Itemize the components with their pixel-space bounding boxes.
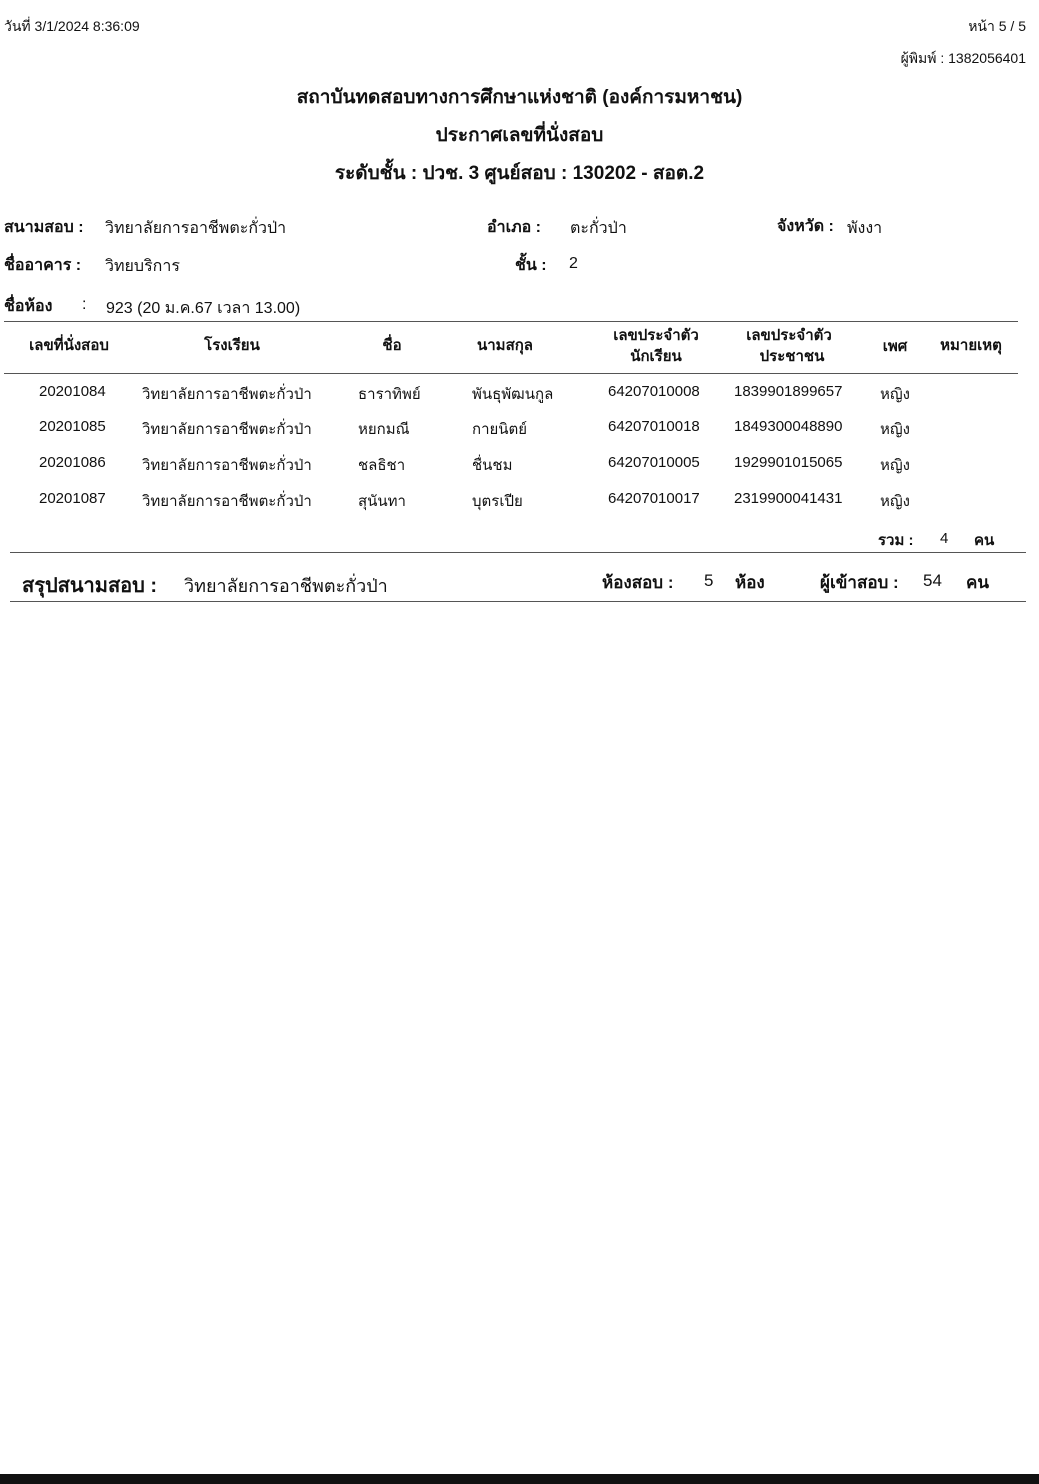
cell-surname: ชื่นชม [472, 457, 513, 474]
examinees-unit: คน [966, 573, 989, 592]
page-number: หน้า 5 / 5 [968, 18, 1026, 34]
venue-label: สนามสอบ : [4, 219, 84, 236]
cell-gender: หญิง [880, 386, 910, 403]
cell-student-id: 64207010008 [608, 383, 700, 400]
venue-value: วิทยาลัยการอาชีพตะกั่วป่า [105, 220, 287, 237]
cell-name: ธาราทิพย์ [358, 386, 421, 403]
cell-gender: หญิง [880, 421, 910, 438]
cell-student-id: 64207010017 [608, 490, 700, 507]
cell-school: วิทยาลัยการอาชีพตะกั่วป่า [142, 457, 312, 474]
header-gender: เพศ [882, 338, 908, 355]
examinees-value: 54 [923, 571, 942, 590]
total-label: รวม : [878, 532, 914, 549]
cell-citizen-id: 1849300048890 [734, 418, 843, 435]
header-school: โรงเรียน [204, 337, 260, 354]
cell-name: สุนันทา [358, 493, 406, 510]
district-value: ตะกั่วป่า [570, 220, 627, 237]
province-value: พังงา [847, 220, 883, 237]
table-top-rule [4, 321, 1018, 322]
header-student-id-line2: นักเรียน [630, 348, 682, 365]
cell-surname: กายนิตย์ [472, 421, 528, 438]
examinees-label: ผู้เข้าสอบ : [820, 573, 899, 592]
table-header-rule [4, 373, 1018, 374]
cell-seat: 20201087 [39, 490, 106, 507]
cell-surname: บุตรเปีย [472, 493, 523, 510]
room-label: ชื่อห้อง [4, 298, 53, 315]
bottom-edge-bar [0, 1474, 1039, 1484]
rooms-unit: ห้อง [735, 573, 765, 592]
cell-student-id: 64207010018 [608, 418, 700, 435]
total-unit: คน [974, 532, 995, 549]
cell-citizen-id: 1839901899657 [734, 383, 843, 400]
header-name: ชื่อ [382, 337, 402, 354]
print-date: วันที่ 3/1/2024 8:36:09 [4, 18, 140, 34]
printer-id: ผู้พิมพ์ : 1382056401 [900, 50, 1026, 66]
summary-label: สรุปสนามสอบ : [22, 575, 158, 597]
cell-surname: พันธุพัฒนกูล [472, 386, 554, 403]
header-citizen-id-line2: ประชาชน [759, 348, 825, 365]
cell-name: หยกมณี [358, 421, 410, 438]
header-student-id-line1: เลขประจำตัว [613, 327, 699, 344]
building-value: วิทยบริการ [105, 258, 180, 275]
rooms-value: 5 [704, 571, 714, 590]
cell-gender: หญิง [880, 493, 910, 510]
summary-top-rule [10, 552, 1026, 553]
cell-gender: หญิง [880, 457, 910, 474]
building-label: ชื่ออาคาร : [4, 257, 82, 274]
header-note: หมายเหตุ [940, 337, 1002, 354]
cell-name: ชลธิชา [358, 457, 406, 474]
cell-seat: 20201086 [39, 454, 106, 471]
summary-bottom-rule [10, 601, 1026, 602]
cell-citizen-id: 2319900041431 [734, 490, 843, 507]
organization-title: สถาบันทดสอบทางการศึกษาแห่งชาติ (องค์การมหาชน) [296, 87, 743, 108]
province-label: จังหวัด : [777, 218, 834, 235]
total-value: 4 [940, 530, 949, 547]
floor-value: 2 [569, 255, 578, 272]
announcement-title: ประกาศเลขที่นั่งสอบ [435, 125, 604, 146]
cell-seat: 20201084 [39, 383, 106, 400]
district-label: อำเภอ : [487, 219, 541, 236]
room-value: 923 (20 ม.ค.67 เวลา 13.00) [106, 300, 301, 317]
cell-school: วิทยาลัยการอาชีพตะกั่วป่า [142, 421, 312, 438]
header-seat: เลขที่นั่งสอบ [29, 337, 109, 354]
cell-student-id: 64207010005 [608, 454, 700, 471]
cell-school: วิทยาลัยการอาชีพตะกั่วป่า [142, 386, 312, 403]
header-surname: นามสกุล [477, 337, 533, 354]
cell-citizen-id: 1929901015065 [734, 454, 843, 471]
header-citizen-id-line1: เลขประจำตัว [746, 327, 832, 344]
rooms-label: ห้องสอบ : [602, 573, 674, 592]
level-center-title: ระดับชั้น : ปวช. 3 ศูนย์สอบ : 130202 - สอต.2 [334, 163, 705, 184]
floor-label: ชั้น : [515, 257, 547, 274]
room-colon: : [82, 296, 87, 313]
cell-seat: 20201085 [39, 418, 106, 435]
summary-venue: วิทยาลัยการอาชีพตะกั่วป่า [184, 576, 388, 596]
cell-school: วิทยาลัยการอาชีพตะกั่วป่า [142, 493, 312, 510]
